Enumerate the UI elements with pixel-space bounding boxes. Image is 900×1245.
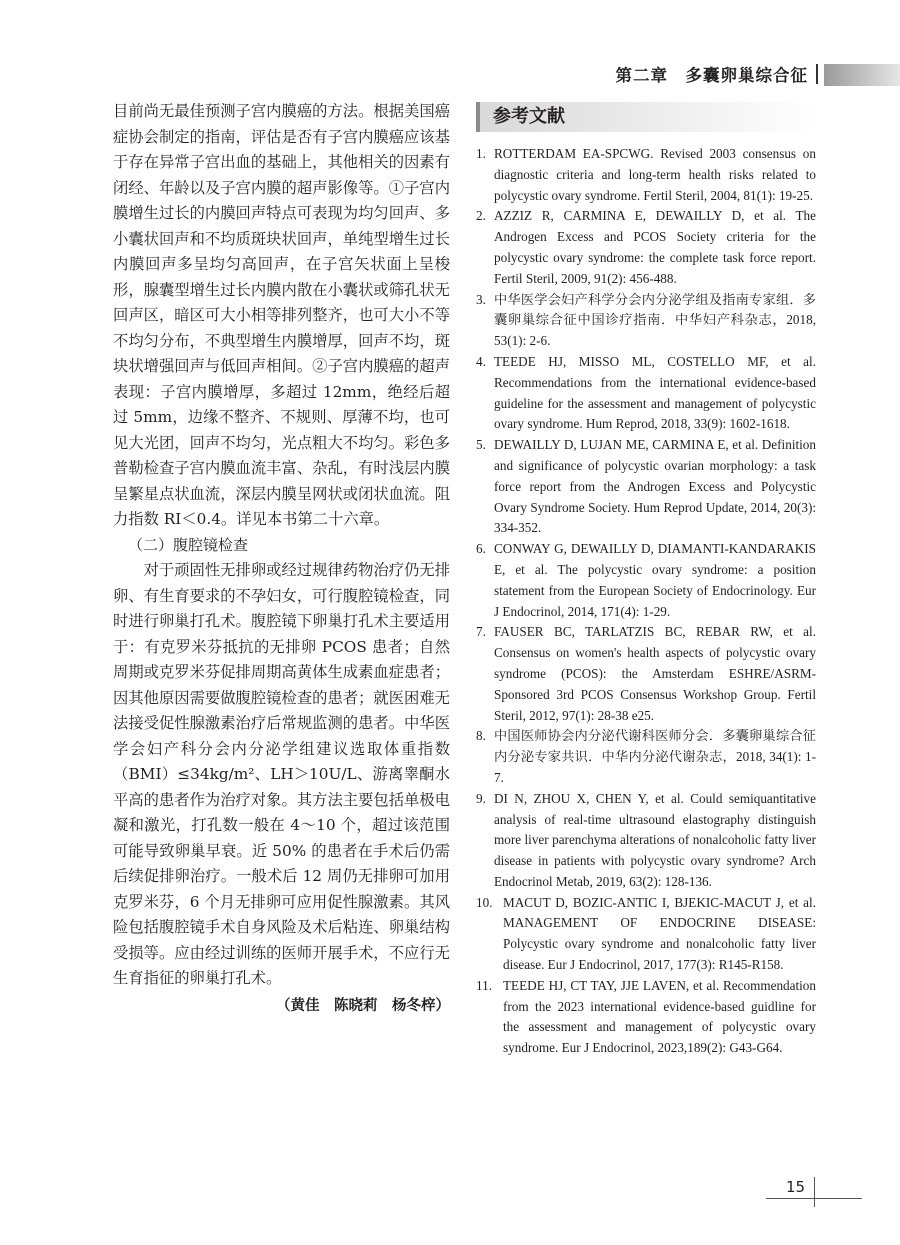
body-paragraph: 目前尚无最佳预测子宫内膜癌的方法。根据美国癌症协会制定的指南，评估是否有子宫内膜癌应该基于存在异常子宫出血的基础上，其他相关的因素有闭经、年龄以及子宫内膜的超声影像等。①子宫内膜增生过长的内膜回声特点可表现为均匀回声、多小囊状回声和不均质斑块状回声，单纯型增生过长内膜回声多呈均匀高回声，在子宫矢状面上呈梭形，腺囊型增生过长内膜内散在小囊状或筛孔状无回声区，暗区可大小相等排列整齐，也可大小不等不均匀分布，不典型增生内膜增厚，回声不均，斑块状增强回声与低回声相间。②子宫内膜癌的超声表现：子宫内膜增厚，多超过 12mm，绝经后超过 5mm，边缘不整齐、不规则、厚薄不均，也可见大光团，回声不均匀，光点粗大不均匀。彩色多普勒检查子宫内膜血流丰富、杂乱，有时浅层内膜呈繁星点状血流，深层内膜呈网状或闭状血流。阻力指数 RI＜0.4。详见本书第二十六章。 [113, 102, 450, 528]
reference-number: 9. [476, 790, 486, 806]
reference-number: 1. [476, 146, 486, 161]
author-credit: （黄佳 陈晓莉 杨冬梓） [276, 997, 450, 1014]
footer-divider [814, 1177, 815, 1207]
body-paragraph: 对于顽固性无排卵或经过规律药物治疗仍无排卵、有生育要求的不孕妇女，可行腹腔镜检查，同时进行卵巢打孔术。腹腔镜下卵巢打孔术主要适用于：有克罗米芬抵抗的无排卵 PCOS 患者；自然周期或克罗米芬促排周期高黄体生成素血症患者；因其他原因需要做腹腔镜检查的患者；就医困难无法接受促性腺激素治疗后常规监测的患者。中华医学会妇产科分会内分泌学组建议选取体重指数（BMI）≤34kg/m²、LH＞10U/L、游离睾酮水平高的患者作为治疗对象。其方法主要包括单极电凝和激光，打孔数一般在 4～10 个，超过该范围可能导致卵巢早衰。近 50% 的患者在手术后仍需后续促排卵治疗。一般术后 12 周仍无排卵可加用克罗米芬，6 个月无排卵可应用促性腺激素。其风险包括腹腔镜手术自身风险及术后粘连、卵巢结构受损等。应由经过训练的医师开展手术，不应行无生育指征的卵巢打孔术。 [113, 561, 450, 987]
reference-item [476, 622, 816, 726]
reference-text: DEWAILLY D, LUJAN ME, CARMINA E, et al. Definition and significance of polycystic ovarian morphology: a task force report from the Androgen Excess and Polycystic Ovary Syndrome Society. Hum Reprod Update, 2014, 20(3): 334-352. [494, 437, 816, 536]
header-divider [816, 64, 818, 84]
reference-text: FAUSER BC, TARLATZIS BC, REBAR RW, et al. Consensus on women's health aspects of polycystic ovary syndrome (PCOS): the Amsterdam ESHRE/ASRM-Sponsored 3rd PCOS Consensus Workshop Group. Fertil Steril, 2012, 97(1): 28-38 e25. [494, 624, 816, 723]
reference-number: 4. [476, 353, 486, 369]
reference-text: 中国医师协会内分泌代谢科医师分会．多囊卵巢综合征内分泌专家共识．中华内分泌代谢杂志，2018, 34(1): 1-7. [494, 728, 816, 785]
reference-text: CONWAY G, DEWAILLY D, DIAMANTI-KANDARAKIS E, et al. The polycystic ovary syndrome: a position statement from the European Society of Endocrinology. Eur J Endocrinol, 2014, 171(4): 1-29. [494, 541, 816, 619]
section-subheading: （二）腹腔镜检查 [128, 535, 249, 554]
reference-text: ROTTERDAM EA-SPCWG. Revised 2003 consensus on diagnostic criteria and long-term health risks related to polycystic ovary syndrome. Fertil Steril, 2004, 81(1): 19-25. [494, 146, 816, 203]
reference-number: 5. [476, 437, 486, 453]
reference-item [476, 539, 816, 622]
reference-number: 6. [476, 541, 486, 557]
header-gradient-bar [824, 64, 900, 86]
references-heading: 参考文献 [476, 102, 816, 132]
reference-text: TEEDE HJ, CT TAY, JJE LAVEN, et al. Recommendation from the 2023 international evidence-based guidline for the assessment and management of polycystic ovary syndrome. Eur J Endocrinol, 2023,189(2): G43-G64. [503, 977, 816, 1056]
reference-text: MACUT D, BOZIC-ANTIC I, BJEKIC-MACUT J, et al. MANAGEMENT OF ENDOCRINE DISEASE: Polycystic ovary syndrome and nonalcoholic fatty liver disease. Eur J Endocrinol, 2017, 177(3): R145-R158. [503, 894, 816, 973]
reference-item [476, 144, 816, 206]
reference-number: 8. [476, 728, 486, 744]
reference-text: DI N, ZHOU X, CHEN Y, et al. Could semiquantitative analysis of real-time ultrasound elastography distinguish more liver parenchyma alterations of nonalcoholic fatty liver disease in patients with polycystic ovary syndrome? Arch Endocrinol Metab, 2019, 63(2): 128-136. [494, 790, 816, 889]
running-header [0, 58, 900, 92]
reference-item [476, 726, 816, 788]
reference-text: AZZIZ R, CARMINA E, DEWAILLY D, et al. The Androgen Excess and PCOS Society criteria for the polycystic ovary syndrome: the complete task force report. Fertil Steril, 2009, 91(2): 456-488. [494, 208, 816, 286]
reference-list [476, 144, 816, 1059]
chapter-title: 第二章 多囊卵巢综合征 [615, 66, 808, 85]
reference-item [476, 789, 816, 893]
reference-item [476, 352, 816, 435]
reference-item [476, 290, 816, 352]
reference-number: 10. [476, 894, 493, 910]
reference-item [476, 435, 816, 539]
reference-text: 中华医学会妇产科学分会内分泌学组及指南专家组．多囊卵巢综合征中国诊疗指南．中华妇产科杂志，2018, 53(1): 2-6. [494, 291, 816, 349]
page-number: 15 [786, 1178, 806, 1196]
reference-item [476, 893, 816, 976]
reference-number: 2. [476, 208, 486, 224]
footer-rule [766, 1198, 862, 1199]
left-column [113, 99, 450, 1019]
reference-item [476, 206, 816, 289]
reference-text: TEEDE HJ, MISSO ML, COSTELLO MF, et al. Recommendations from the international evidence-based guideline for the assessment and management of polycystic ovary syndrome. Hum Reprod, 2018, 33(9): 1602-1618. [494, 353, 816, 432]
right-column [476, 102, 816, 1059]
reference-item [476, 976, 816, 1059]
reference-number: 11. [476, 977, 492, 993]
reference-number: 3. [476, 291, 486, 307]
reference-number: 7. [476, 624, 486, 640]
